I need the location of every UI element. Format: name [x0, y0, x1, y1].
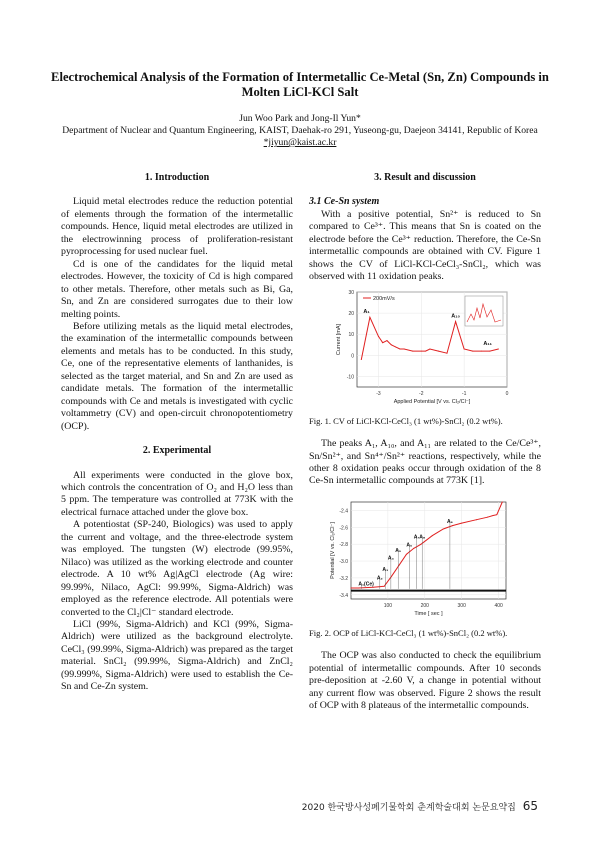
data-point: [461, 522, 462, 523]
y-axis-label: Potential [V vs. Cl₂/Cl⁻]: [330, 522, 336, 579]
x-tick-label: 200: [420, 602, 429, 609]
cv-chart: [309, 284, 541, 412]
data-point: [452, 525, 453, 526]
data-point: [476, 519, 477, 520]
peak-annotation: A₁: [363, 308, 370, 315]
y-tick-label: -2.6: [339, 525, 348, 532]
data-point: [447, 352, 448, 353]
plateau-annotation: A₃: [382, 567, 389, 574]
page-footer: [302, 799, 538, 813]
x-tick-label: -1: [461, 390, 467, 397]
y-tick-label: -2.8: [339, 542, 348, 549]
intro-paragraph-2: Cd is one of the candidates for the liquid metal electrodes. However, the toxicity of Cd is high compared to other metals. Therefore, other metals such as Bi, Ga, Sn, and Zn are considered surrogates due to their low melting points.: [61, 258, 293, 320]
data-point: [406, 554, 407, 555]
y-tick-label: -3.4: [339, 592, 348, 599]
experimental-paragraph-3: LiCl (99%, Sigma-Aldrich) and KCl (99%, Sigma-Aldrich) were utilized as the background electrolyte. CeCl₃ (99.99%, Sigma-Aldrich) was prepared as the target material. SnCl₂ (99.99%, Sigma-Aldrich) and ZnCl₂ (99.999%, Sigma-Aldrich) were used to establish the Ce-Sn and Ce-Zn system.: [61, 618, 293, 693]
y-tick-label: -3.0: [339, 558, 348, 565]
data-point: [412, 350, 413, 351]
x-tick-label: 300: [457, 602, 466, 609]
results-paragraph-2: The peaks A₁, A₁₀, and A₁₁ are related to the Ce/Ce³⁺, Sn/Sn²⁺, and Sn⁴⁺/Sn²⁺ reactions, respectively, while the other 8 oxidation peaks occur through oxidation of the 8 Ce-Sn intermetallic compounds at 773K [1].: [309, 438, 541, 487]
y-tick-label: -10: [346, 374, 354, 381]
plot-frame: [351, 502, 506, 599]
author-block: [40, 113, 560, 149]
data-point: [455, 321, 456, 322]
figure-2: [309, 496, 541, 628]
data-point: [384, 586, 385, 587]
y-tick-label: -2.4: [339, 508, 348, 515]
data-point: [481, 350, 482, 351]
data-point: [378, 335, 379, 336]
x-axis-label: Applied Potential [V vs. Cl₂/Cl⁻]: [393, 398, 471, 405]
results-subheading: 3.1 Ce-Sn system: [309, 196, 380, 208]
intro-paragraph-3: Before utilizing metals as the liquid metal electrodes, the examination of the intermetallic compounds between elements and metals has to be conducted. In this study, Ce, one of the representative elements of lanthanides, is selected as the target material, and Sn and Zn are used as candidate metals. The formation of the intermetallic compounds with Ce and metals is investigated with cyclic voltammetry (CV) and open-circuit chronopotentiometry (OCP).: [61, 320, 293, 432]
plateau-annotation: A₉: [446, 518, 453, 525]
data-point: [502, 501, 503, 502]
data-point: [387, 340, 388, 341]
email-link[interactable]: *jiyun@kaist.ac.kr: [263, 137, 337, 148]
figure-2-caption: Fig. 2. OCP of LiCl-KCl-CeCl₃ (1 wt%)-SnCl₂ (0.2 wt%).: [309, 628, 508, 639]
x-tick-label: -3: [376, 390, 381, 397]
plateau-annotation: A₈: [419, 534, 426, 541]
left-column: [61, 172, 293, 694]
peak-annotation: A₁₀: [451, 312, 461, 319]
data-point: [425, 350, 426, 351]
data-point: [464, 348, 465, 349]
data-point: [432, 535, 433, 536]
y-axis-label: Current [mA]: [336, 323, 342, 355]
data-point: [391, 344, 392, 345]
legend-label: 200mV/s: [373, 295, 395, 302]
data-point: [413, 548, 414, 549]
y-tick-label: 0: [351, 352, 354, 359]
y-tick-label: 20: [348, 310, 354, 317]
data-point: [438, 350, 439, 351]
data-point: [404, 348, 405, 349]
results-heading: 3. Result and discussion: [374, 172, 476, 183]
results-paragraph-1: With a positive potential, Sn²⁺ is reduced to Sn compared to Ce³⁺. This means that Sn is coated on the electrode before the Ce³⁺ reduction. Therefore, the Ce-Sn intermetallic compounds are obtained with CV. Figure 1 shows the CV of LiCl-KCl-CeCl₃-SnCl₂, which was observed with 11 oxidation peaks.: [309, 208, 541, 283]
x-tick-label: 100: [383, 602, 393, 609]
data-point: [487, 517, 488, 518]
figure-1: [309, 284, 541, 416]
plateau-annotation: A₄: [387, 555, 394, 562]
y-tick-label: -3.2: [339, 575, 348, 582]
data-point: [443, 528, 444, 529]
plateau-annotation: A₆: [406, 542, 413, 549]
x-tick-label: 0: [505, 390, 509, 397]
right-column: [309, 172, 541, 713]
experimental-paragraph-2: A potentiostat (SP-240, Biologics) was used to apply the current and voltage, and the three-electrode system was employed. The tungsten (W) electrode (99.95%, Nilaco) was utilized as the working electrode and counter electrode. A 10 wt% Ag|AgCl electrode (Ag wire: 99.99%, Nilaco, AgCl: 99.99%, Sigma-Aldrich) was employed as the reference electrode. All potentials were converted to the Cl₂|Cl⁻ standard electrode.: [61, 519, 293, 618]
data-point: [391, 576, 392, 577]
data-point: [361, 359, 362, 360]
y-tick-label: 30: [348, 289, 354, 296]
results-paragraph-3: The OCP was also conducted to check the equilibrium potential of intermetallic compounds. After 10 seconds pre-deposition at -2.60 V, a change in potential without any current flow was observed. Figure 2 shows the result of OCP with 8 plateaus of the intermetallic compounds.: [309, 650, 541, 712]
data-point: [429, 348, 430, 349]
plateau-annotation: A₇: [413, 534, 420, 541]
plateau-annotation: A₁(Ce): [358, 581, 374, 588]
affiliation: Department of Nuclear and Quantum Engineering, KAIST, Daehak-ro 291, Yuseong-gu, Daejeon 34141, Republic of Korea: [62, 125, 538, 136]
page-number: 65: [522, 799, 538, 813]
ocp-chart: [309, 496, 541, 624]
experimental-paragraph-1: All experiments were conducted in the glove box, which controls the concentration of O₂ and H₂O less than 5 ppm. The temperature was controlled at 773K with the electrical furnace attached under the glove box.: [61, 469, 293, 518]
data-point: [493, 515, 494, 516]
plateau-annotation: A₅: [395, 547, 402, 554]
paper-title: Electrochemical Analysis of the Formation of Intermetallic Ce-Metal (Sn, Zn) Compounds in Molten LiCl-KCl Salt: [51, 70, 549, 99]
plateau-annotation: A₂: [376, 575, 383, 582]
x-tick-label: -2: [419, 390, 424, 397]
data-point: [472, 350, 473, 351]
x-tick-label: 400: [494, 602, 503, 609]
data-point: [395, 346, 396, 347]
data-point: [500, 506, 501, 507]
peak-annotation: A₁₁: [483, 340, 492, 347]
figure-1-caption: Fig. 1. CV of LiCl-KCl-CeCl₃ (1 wt%)-SnCl₂ (0.2 wt%).: [309, 416, 503, 427]
data-point: [489, 350, 490, 351]
data-point: [382, 342, 383, 343]
data-point: [398, 565, 399, 566]
experimental-heading: 2. Experimental: [142, 445, 212, 457]
data-point: [421, 350, 422, 351]
data-point: [498, 348, 499, 349]
intro-paragraph-1: Liquid metal electrodes reduce the reduction potential of elements through the formation of the intermetallic compounds. Hence, liquid metal electrodes are utilized in the electrowinning process of proliferation-resistant pyroprocessing for used nuclear fuel.: [61, 196, 293, 258]
data-point: [421, 544, 422, 545]
data-point: [351, 587, 352, 588]
data-point: [358, 587, 359, 588]
data-point: [369, 316, 370, 317]
intro-heading: 1. Introduction: [144, 172, 210, 183]
data-point: [496, 514, 497, 515]
y-tick-label: 10: [348, 331, 354, 338]
footer-conference: 2020 한국방사성폐기물학회 춘계학술대회 논문요약집: [301, 803, 516, 813]
authors: Jun Woo Park and Jong-Il Yun*: [239, 113, 361, 124]
x-axis-label: Time [ sec ]: [414, 610, 443, 617]
data-point: [399, 348, 400, 349]
